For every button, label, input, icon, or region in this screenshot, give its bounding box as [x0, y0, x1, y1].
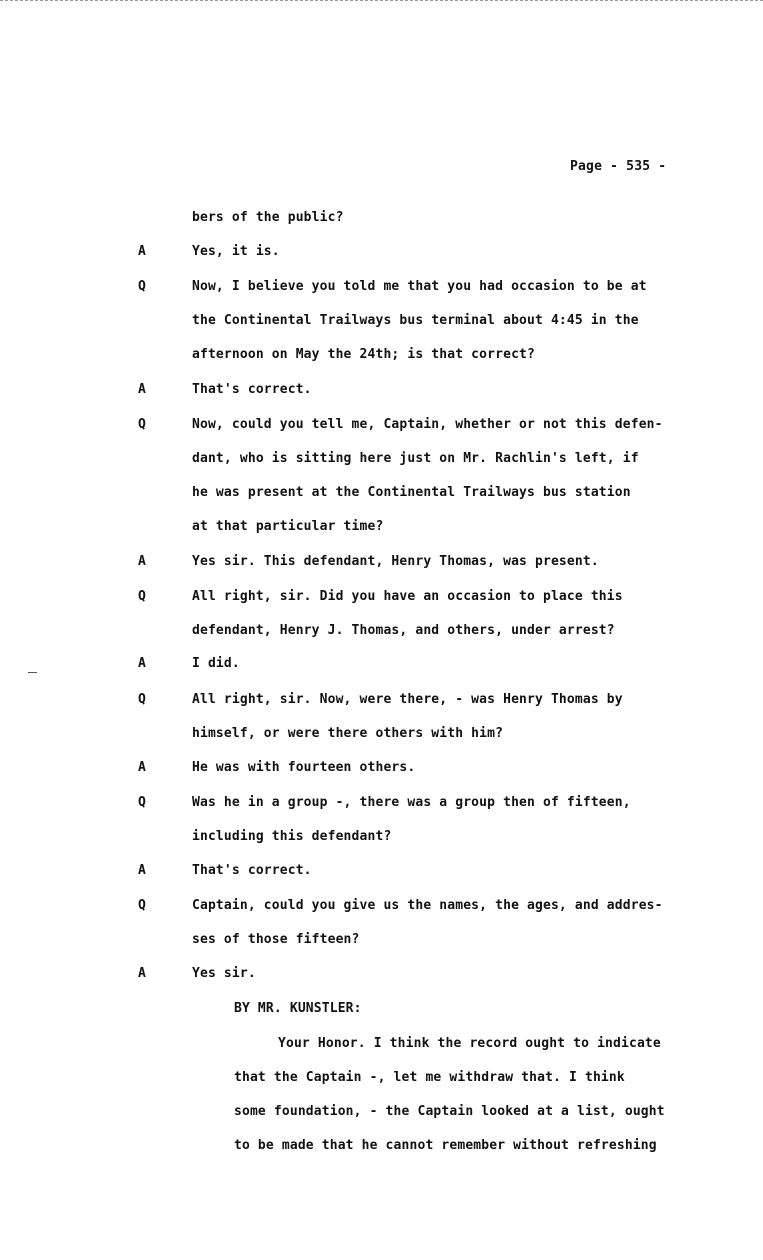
transcript-line: Captain, could you give us the names, the ages, and addres-: [192, 898, 663, 913]
transcript-line: dant, who is sitting here just on Mr. Rachlin's left, if: [192, 451, 639, 466]
speaker-marker: Q: [138, 417, 146, 432]
speaker-marker: A: [138, 656, 146, 671]
transcript-line: Yes sir.: [192, 966, 256, 981]
transcript-line: Yes sir. This defendant, Henry Thomas, was present.: [192, 554, 599, 569]
transcript-line: he was present at the Continental Trailways bus station: [192, 485, 631, 500]
examiner-heading: BY MR. KUNSTLER:: [234, 1001, 362, 1016]
transcript-line: He was with fourteen others.: [192, 760, 416, 775]
speaker-marker: A: [138, 554, 146, 569]
transcript-line: Yes, it is.: [192, 244, 280, 259]
transcript-line: Now, could you tell me, Captain, whether or not this defen-: [192, 417, 663, 432]
transcript-line: That's correct.: [192, 863, 312, 878]
transcript-line: I did.: [192, 656, 240, 671]
speaker-marker: A: [138, 760, 146, 775]
speaker-marker: Q: [138, 898, 146, 913]
transcript-line: himself, or were there others with him?: [192, 726, 504, 741]
transcript-line: All right, sir. Now, were there, - was Henry Thomas by: [192, 692, 623, 707]
transcript-line: at that particular time?: [192, 519, 384, 534]
transcript-line: bers of the public?: [192, 210, 344, 225]
transcript-line: defendant, Henry J. Thomas, and others, under arrest?: [192, 623, 615, 638]
transcript-line: to be made that he cannot remember without refreshing: [234, 1138, 657, 1153]
speaker-marker: Q: [138, 692, 146, 707]
transcript-line: Your Honor. I think the record ought to indicate: [278, 1036, 661, 1051]
transcript-line: That's correct.: [192, 382, 312, 397]
transcript-line: the Continental Trailways bus terminal about 4:45 in the: [192, 313, 639, 328]
transcript-line: including this defendant?: [192, 829, 392, 844]
speaker-marker: Q: [138, 279, 146, 294]
speaker-marker: A: [138, 382, 146, 397]
transcript-line: Was he in a group -, there was a group then of fifteen,: [192, 795, 631, 810]
speaker-marker: Q: [138, 795, 146, 810]
transcript-line: Now, I believe you told me that you had occasion to be at: [192, 279, 647, 294]
speaker-marker: Q: [138, 589, 146, 604]
speaker-marker: A: [138, 244, 146, 259]
page-number: Page - 535 -: [570, 159, 667, 174]
transcript-line: that the Captain -, let me withdraw that. I think: [234, 1070, 625, 1085]
speaker-marker: A: [138, 966, 146, 981]
transcript-line: afternoon on May the 24th; is that correct?: [192, 347, 535, 362]
speaker-marker: A: [138, 863, 146, 878]
transcript-line: ses of those fifteen?: [192, 932, 360, 947]
transcript-line: some foundation, - the Captain looked at a list, ought: [234, 1104, 665, 1119]
transcript-line: All right, sir. Did you have an occasion to place this: [192, 589, 623, 604]
